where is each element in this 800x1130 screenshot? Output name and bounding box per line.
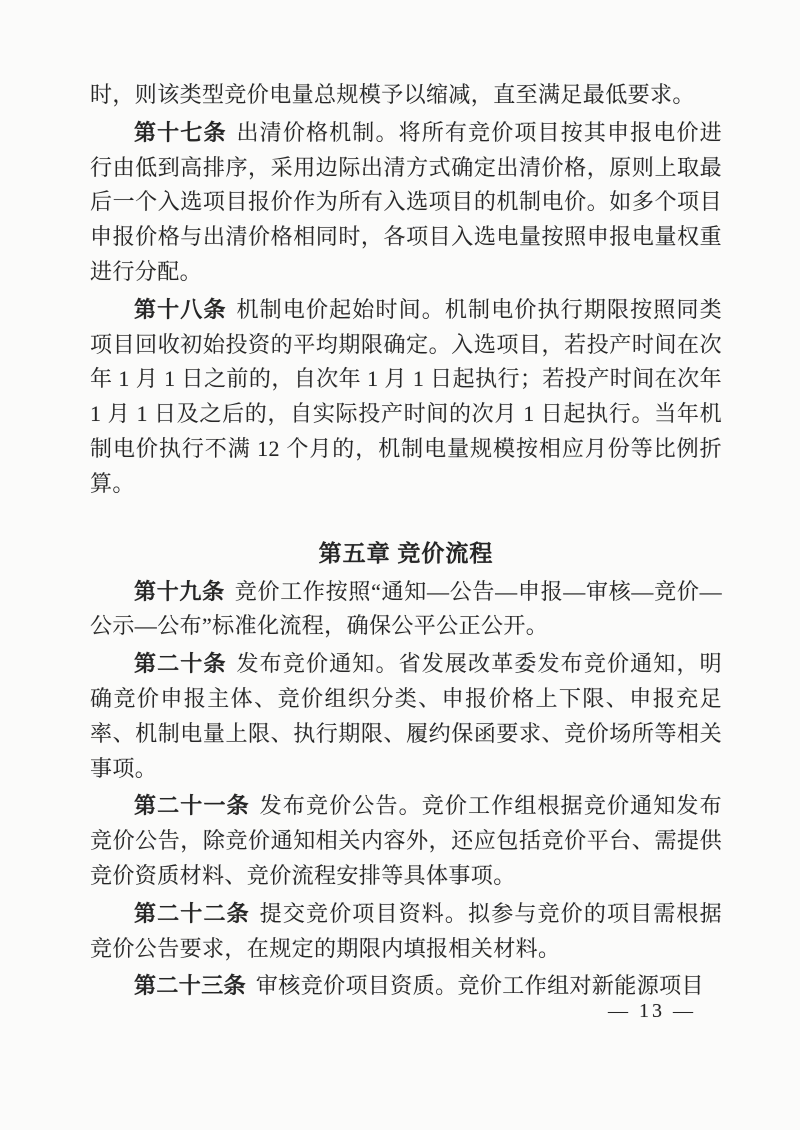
article-23-label: 第二十三条 xyxy=(134,973,247,999)
article-20-label: 第二十条 xyxy=(134,651,227,677)
article-19-label: 第十九条 xyxy=(134,578,225,604)
article-21 xyxy=(90,789,722,893)
page-number: — 13 — xyxy=(608,1000,696,1022)
article-19-text: 竞价工作按照“通知—公告—申报—审核—竞价—公示—公布”标准化流程，确保公平公正公开。 xyxy=(90,578,722,639)
article-17-text: 出清价格机制。将所有竞价项目按其申报电价进行由低到高排序，采用边际出清方式确定出清价格，原则上取最后一个入选项目报价作为所有入选项目的机制电价。如多个项目申报价格与出清价格相同时，各项目入选电量按照申报电量权重进行分配。 xyxy=(90,119,722,284)
article-18 xyxy=(90,293,722,502)
article-20 xyxy=(90,647,722,786)
article-20-text: 发布竞价通知。省发展改革委发布竞价通知，明确竞价申报主体、竞价组织分类、申报价格上下限、申报充足率、机制电量上限、执行期限、履约保函要求、竞价场所等相关事项。 xyxy=(90,651,722,781)
article-18-text: 机制电价起始时间。机制电价执行期限按照同类项目回收初始投资的平均期限确定。入选项目，若投产时间在次年 1 月 1 日之前的，自次年 1 月 1 日起执行；若投产时间在次年 1 月 1 日及之后的，自实际投产时间的次月 1 日起执行。当年机制电价执行不满 12 个月的，机制电量规模按相应月份等比例折算。 xyxy=(90,296,722,496)
article-18-label: 第十八条 xyxy=(134,296,227,322)
chapter-heading: 第五章 竞价流程 xyxy=(318,540,494,566)
article-19 xyxy=(90,575,722,645)
article-23-text: 审核竞价项目资质。竞价工作组对新能源项目 xyxy=(255,973,704,999)
article-21-label: 第二十一条 xyxy=(134,793,250,819)
article-21-text: 发布竞价公告。竞价工作组根据竞价通知发布竞价公告，除竞价通知相关内容外，还应包括竞价平台、需提供竞价资质材料、竞价流程安排等具体事项。 xyxy=(90,793,722,888)
page-content xyxy=(90,78,722,1007)
paragraph-continuation: 时，则该类型竞价电量总规模予以缩减，直至满足最低要求。 xyxy=(90,82,695,107)
article-23 xyxy=(90,969,722,1004)
article-22-text: 提交竞价项目资料。拟参与竞价的项目需根据竞价公告要求，在规定的期限内填报相关材料。 xyxy=(90,900,722,961)
article-17-label: 第十七条 xyxy=(134,119,227,145)
article-22-label: 第二十二条 xyxy=(134,900,250,926)
article-17 xyxy=(90,116,722,290)
article-22 xyxy=(90,897,722,967)
